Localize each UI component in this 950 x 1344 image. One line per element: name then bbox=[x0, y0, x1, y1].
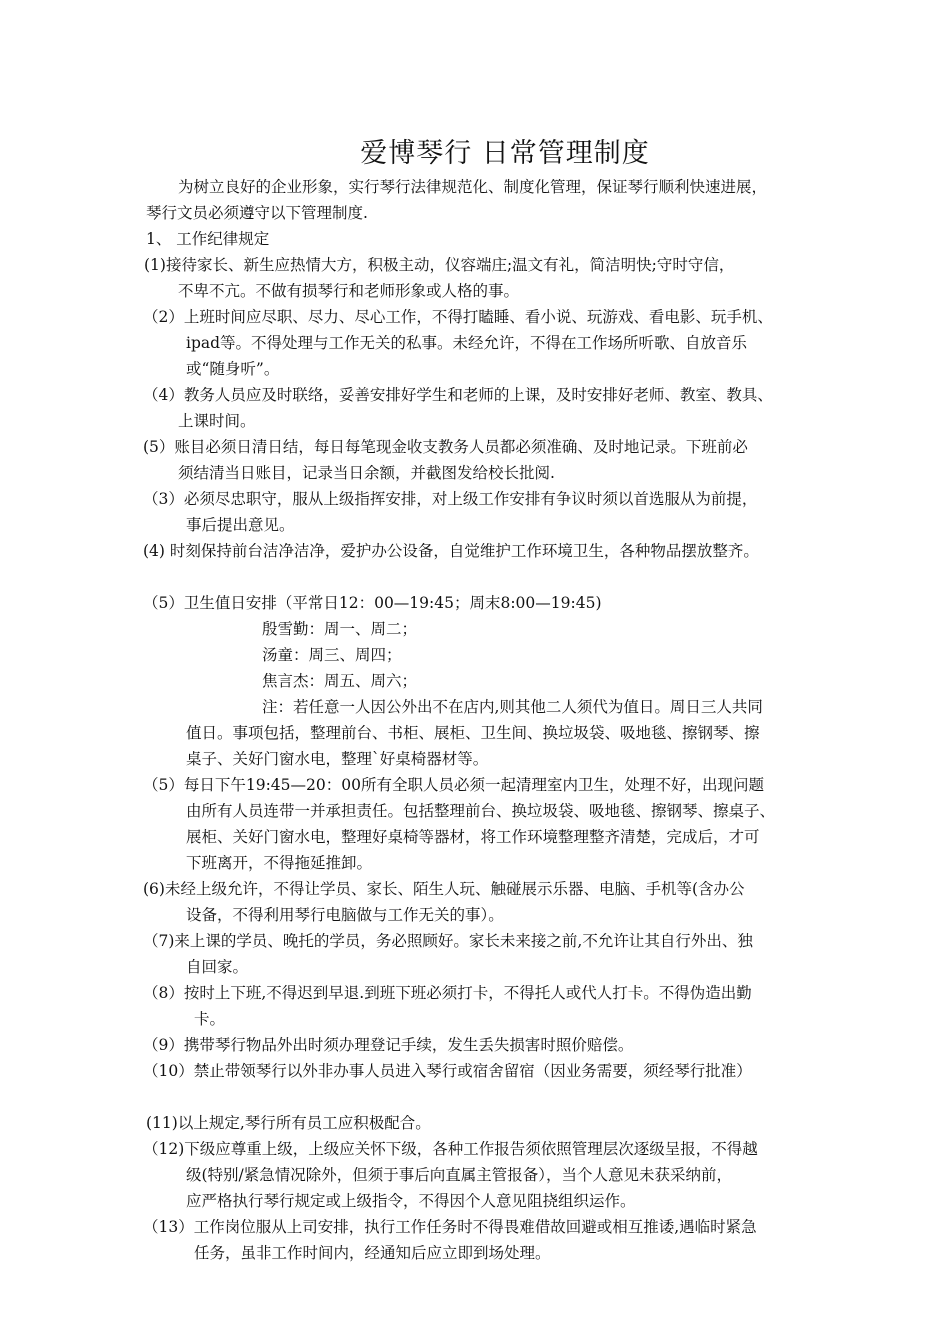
duty-line: 焦言杰：周五、周六； bbox=[262, 672, 418, 690]
rule-7-line: （7)来上课的学员、晚托的学员，务必照顾好。家长未来接之前,不允许让其自行外出、独 bbox=[143, 932, 753, 950]
rule-3-line: 事后提出意见。 bbox=[186, 516, 295, 534]
rule-1-line: (1)接待家长、新生应热情大方，积极主动，仪容端庄;温文有礼，简洁明快;守时守信， bbox=[144, 256, 735, 274]
rule-5-line: 须结清当日账目，记录当日余额，并截图发给校长批阅. bbox=[178, 464, 555, 482]
rule-11-line: (11)以上规定,琴行所有员工应积极配合。 bbox=[146, 1114, 431, 1132]
rule-4-line: 上课时间。 bbox=[178, 412, 256, 430]
rule-6-line: (6)未经上级允许，不得让学员、家长、陌生人玩、触碰展示乐器、电脑、手机等(含办公 bbox=[143, 880, 745, 898]
rule-8-line: （8）按时上下班,不得迟到早退.到班下班必须打卡，不得托人或代人打卡。不得伪造出勤 bbox=[143, 984, 752, 1002]
rule-12-line: （12)下级应尊重上级，上级应关怀下级，各种工作报告须依照管理层次逐级呈报，不得越 bbox=[143, 1140, 758, 1158]
section-heading: 1、 工作纪律规定 bbox=[146, 230, 270, 248]
rule-4b-line: (4) 时刻保持前台洁净洁净，爱护办公设备，自觉维护工作环境卫生，各种物品摆放整齐。 bbox=[143, 542, 759, 560]
rule-1-line: 不卑不亢。不做有损琴行和老师形象或人格的事。 bbox=[178, 282, 520, 300]
rule-12-line: 级(特别/紧急情况除外，但须于事后向直属主管报备），当个人意见未获采纳前， bbox=[186, 1166, 733, 1184]
intro-line: 琴行文员必须遵守以下管理制度. bbox=[146, 204, 368, 222]
rule-3-line: （3）必须尽忠职守，服从上级指挥安排，对上级工作安排有争议时须以首选服从为前提， bbox=[143, 490, 758, 508]
rule-13-line: 任务，虽非工作时间内，经通知后应立即到场处理。 bbox=[194, 1244, 551, 1262]
rule-5b-line: （5）卫生值日安排（平常日12：00—19:45；周末8:00—19:45) bbox=[143, 594, 602, 612]
rule-7-line: 自回家。 bbox=[186, 958, 249, 976]
duty-line: 汤童：周三、周四； bbox=[262, 646, 402, 664]
rule-12-line: 应严格执行琴行规定或上级指令，不得因个人意见阻挠组织运作。 bbox=[186, 1192, 636, 1210]
rule-2-line: （2）上班时间应尽职、尽力、尽心工作，不得打瞌睡、看小说、玩游戏、看电影、玩手机、 bbox=[143, 308, 773, 326]
rule-5c-line: 由所有人员连带一并承担责任。包括整理前台、换垃圾袋、吸地毯、擦钢琴、擦桌子、 bbox=[186, 802, 776, 820]
rule-10-line: （10）禁止带领琴行以外非办事人员进入琴行或宿舍留宿（因业务需要，须经琴行批准） bbox=[143, 1062, 752, 1080]
rule-2-line: 或“随身听”。 bbox=[186, 360, 280, 378]
note-line: 值日。事项包括，整理前台、书柜、展柜、卫生间、换垃圾袋、吸地毯、擦钢琴、擦 bbox=[186, 724, 760, 742]
rule-6-line: 设备，不得利用琴行电脑做与工作无关的事）。 bbox=[186, 906, 504, 924]
document-title: 爱博琴行 日常管理制度 bbox=[360, 138, 650, 169]
rule-13-line: （13）工作岗位服从上司安排，执行工作任务时不得畏难借故回避或相互推诿,遇临时紧急 bbox=[143, 1218, 757, 1236]
note-line: 桌子、关好门窗水电，整理`好桌椅器材等。 bbox=[186, 750, 489, 768]
rule-5c-line: 展柜、关好门窗水电，整理好桌椅等器材，将工作环境整理整齐清楚，完成后，才可 bbox=[186, 828, 760, 846]
rule-5c-line: 下班离开，不得拖延推卸。 bbox=[186, 854, 373, 872]
duty-line: 殷雪勤：周一、周二； bbox=[262, 620, 418, 638]
intro-line: 为树立良好的企业形象，实行琴行法律规范化、制度化管理，保证琴行顺利快速进展， bbox=[178, 178, 768, 196]
rule-5-line: (5）账目必须日清日结，每日每笔现金收支教务人员都必须准确、及时地记录。下班前必 bbox=[143, 438, 748, 456]
note-line: 注：若任意一人因公外出不在店内,则其他二人须代为值日。周日三人共同 bbox=[262, 698, 763, 716]
rule-2-line: ipad等。不得处理与工作无关的私事。未经允许，不得在工作场所听歌、自放音乐 bbox=[186, 334, 748, 352]
rule-5c-line: （5）每日下午19:45—20：00所有全职人员必须一起清理室内卫生，处理不好，出现问题 bbox=[143, 776, 764, 794]
rule-4-line: （4）教务人员应及时联络，妥善安排好学生和老师的上课，及时安排好老师、教室、教具、 bbox=[143, 386, 773, 404]
rule-9-line: （9）携带琴行物品外出时须办理登记手续，发生丢失损害时照价赔偿。 bbox=[143, 1036, 634, 1054]
rule-8-line: 卡。 bbox=[194, 1010, 226, 1028]
